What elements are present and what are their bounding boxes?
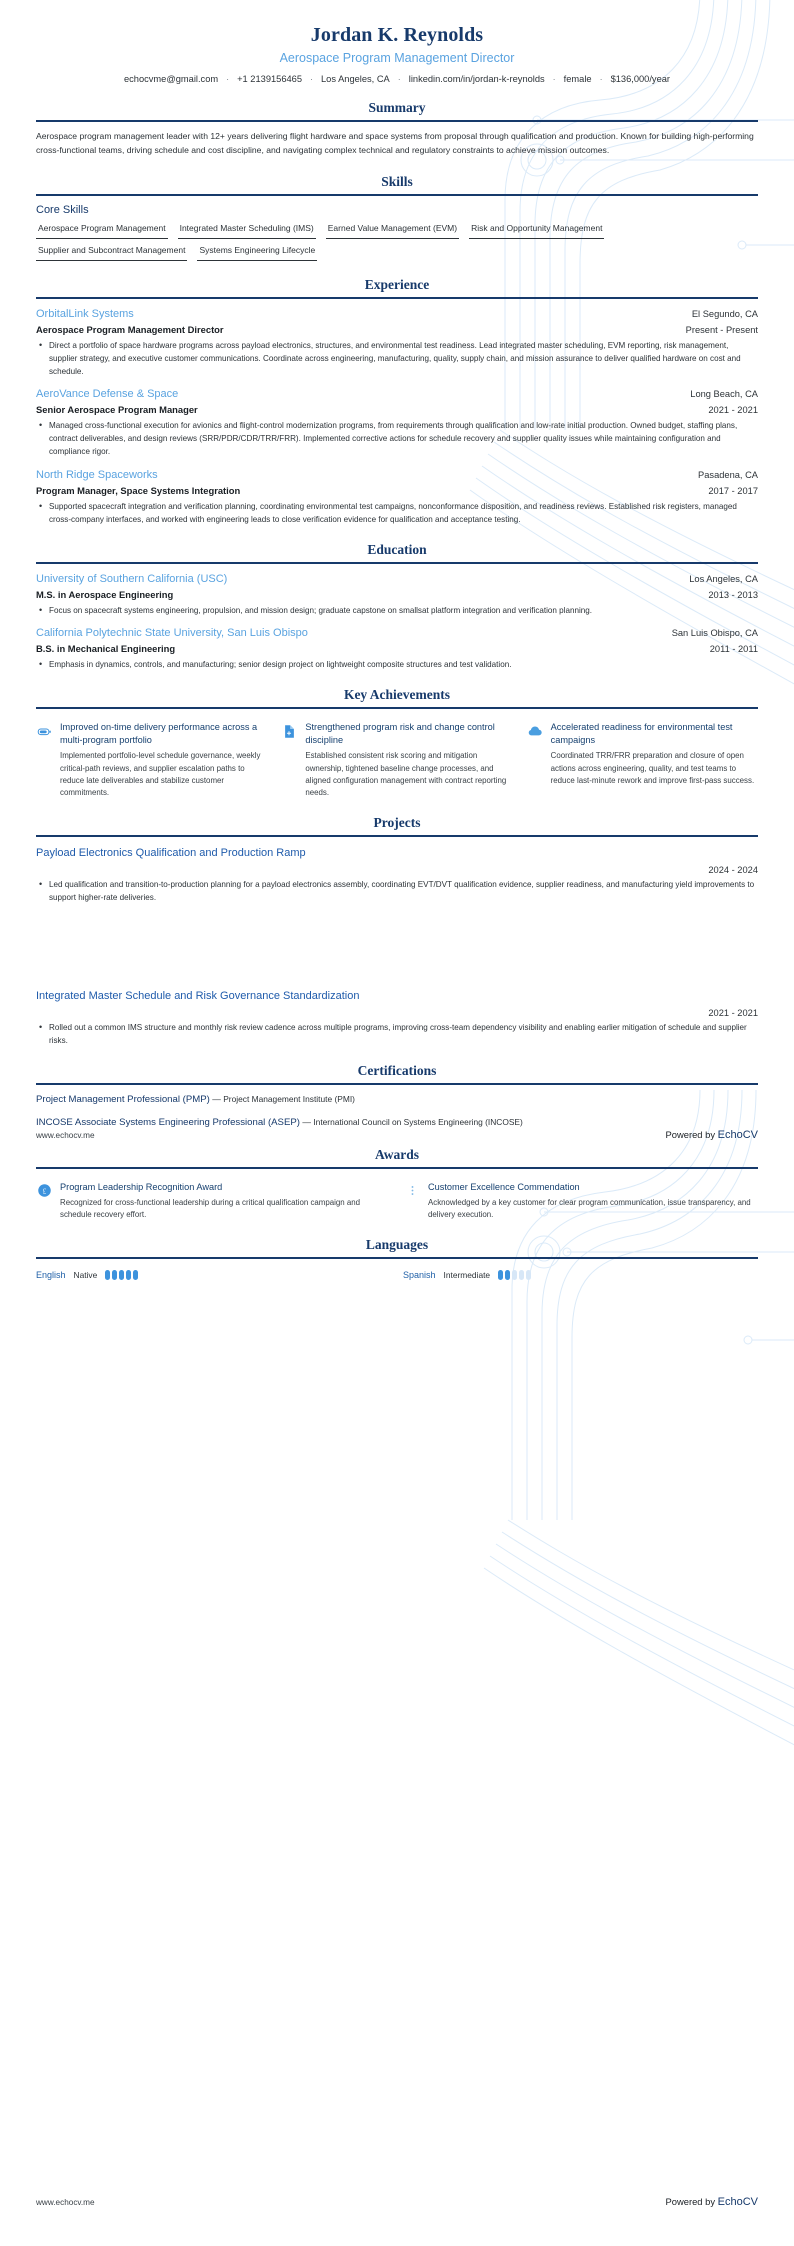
education-degree: B.S. in Mechanical Engineering: [36, 642, 176, 654]
language-level: Native: [73, 1270, 98, 1281]
experience-bullets: [36, 419, 758, 458]
education-location: San Luis Obispo, CA: [671, 628, 758, 639]
bullet-item: • Direct a portfolio of space hardware programs across payload electronics, structures, and environmental test readiness. Lead integrated master scheduling, EVM reporting, risk management, supplier strategy, and executive customer communications. Coordinate across engineering, manufacturing, quality, supply chain, and mission assurance to deliver qualified hardware on cost and schedule.: [36, 339, 758, 378]
award-description: Acknowledged by a key customer for clear program communication, issue transparency, and delivery execution.: [428, 1197, 751, 1219]
achievement-description: Implemented portfolio-level schedule governance, weekly critical-path reviews, and supplier escalation paths to reduce late deliverables and stabilize customer commitments.: [60, 751, 261, 798]
bullet-item: • Led qualification and transition-to-production planning for a payload electronics assembly, coordinating EVT/DVT qualification evidence, supplier readiness, and manufacturing yield improvements to support higher-rate deliveries.: [36, 878, 758, 904]
footer-url[interactable]: www.echocv.me: [36, 2198, 95, 2207]
contact-salary: $136,000/year: [610, 74, 671, 84]
page-footer-1: [0, 1129, 794, 1141]
education-entry-header: [36, 626, 758, 642]
achievement-description: Established consistent risk scoring and mitigation ownership, tightened baseline change processes, and aligned configuration management with contract reporting needs.: [305, 751, 507, 798]
experience-entry: [36, 468, 758, 526]
certification-item: [36, 1093, 758, 1107]
experience-role: Program Manager, Space Systems Integration: [36, 484, 241, 496]
section-divider: [36, 562, 758, 564]
summary-text: Aerospace program management leader with 12+ years delivering flight hardware and space systems from proposal through qualification and production. Known for building high-performing cross-functional teams, driving schedule and cost discipline, and navigating complex technical and regulatory constraints to achieve mission outcomes.: [36, 131, 754, 155]
contact-gender: female: [563, 74, 592, 84]
education-school: University of Southern California (USC): [36, 572, 228, 585]
proficiency-dot: [512, 1270, 517, 1280]
skills-group-title: Core Skills: [36, 203, 89, 216]
award-title: Program Leadership Recognition Award: [60, 1181, 223, 1192]
achievement-card: [527, 721, 758, 799]
contact-location: Los Angeles, CA: [321, 74, 390, 84]
achievement-body: [551, 721, 758, 787]
proficiency-dot: [133, 1270, 138, 1280]
skill-row: [36, 245, 758, 261]
section-projects: [36, 815, 758, 1046]
language-item: [403, 1270, 758, 1280]
experience-company: AeroVance Defense & Space: [36, 388, 179, 401]
bullet-item: • Managed cross-functional execution for avionics and flight-control modernization programs, from requirements through qualification and low-rate initial production. Owned budget, staffing plans, contract deliverables, and design reviews (SRR/PDR/CDR/TRR/FRR). Implemented corrective actions for schedule recovery and supplier quality issues while maintaining configuration and compliance rigor.: [36, 419, 758, 458]
experience-entry-subheader: [36, 403, 758, 417]
skill-chip: Earned Value Management (EVM): [326, 223, 459, 239]
skill-chip: Risk and Opportunity Management: [469, 223, 604, 239]
education-school: California Polytechnic State University, San Luis Obispo: [36, 627, 308, 640]
svg-text:£: £: [42, 1188, 46, 1196]
section-experience: [36, 277, 758, 526]
skill-row: [36, 223, 758, 239]
achievement-title: Strengthened program risk and change control discipline: [305, 722, 495, 746]
skill-chip: Supplier and Subcontract Management: [36, 245, 187, 261]
section-divider: [36, 120, 758, 122]
section-skills: [36, 174, 758, 261]
contact-separator: ·: [599, 73, 603, 84]
candidate-job-title: Aerospace Program Management Director: [279, 51, 515, 65]
education-location: Los Angeles, CA: [689, 573, 758, 584]
project-title: Integrated Master Schedule and Risk Governance Standardization: [36, 990, 360, 1003]
experience-location: El Segundo, CA: [691, 308, 758, 319]
section-title-projects: Projects: [373, 815, 421, 831]
experience-dates: Present - Present: [685, 324, 758, 335]
achievement-description: Coordinated TRR/FRR preparation and closure of open actions across engineering, quality, and test teams to reduce last-minute rework and improve first-pass success.: [550, 751, 755, 785]
education-bullets: [36, 604, 758, 617]
experience-entry: [36, 307, 758, 378]
project-dates: 2024 - 2024: [708, 864, 758, 875]
contact-phone[interactable]: +1 2139156465: [237, 74, 303, 84]
achievement-title: Accelerated readiness for environmental test campaigns: [550, 722, 733, 746]
section-title-education: Education: [367, 541, 427, 557]
experience-location: Long Beach, CA: [690, 389, 758, 400]
achievement-card: [36, 721, 267, 799]
experience-entry-subheader: [36, 323, 758, 337]
awards-grid: [36, 1177, 758, 1222]
skill-chip: Systems Engineering Lifecycle: [197, 245, 317, 261]
section-languages: [36, 1237, 758, 1280]
section-title-awards: Awards: [374, 1146, 419, 1162]
experience-location: Pasadena, CA: [698, 469, 758, 480]
languages-grid: [36, 1267, 758, 1280]
education-entry: [36, 572, 758, 617]
skill-chip: Integrated Master Scheduling (IMS): [178, 223, 316, 239]
project-bullets: [36, 1021, 758, 1047]
proficiency-dot: [126, 1270, 131, 1280]
section-awards: [36, 1147, 758, 1222]
experience-role: Senior Aerospace Program Manager: [36, 404, 198, 416]
education-dates: 2013 - 2013: [708, 589, 758, 600]
proficiency-dot: [519, 1270, 524, 1280]
achievement-card: [281, 721, 512, 799]
bullet-item: • Supported spacecraft integration and verification planning, coordinating environmental test campaigns, nonconformance disposition, and readiness reviews. Established risk registers, managed cross-company interfaces, and worked with engineering leads to close verification evidence for qualification and acceptance testing.: [36, 500, 758, 526]
experience-entry-subheader: [36, 484, 758, 498]
certification-dash: —: [302, 1117, 311, 1128]
section-title-certifications: Certifications: [357, 1062, 437, 1078]
footer-url[interactable]: www.echocv.me: [36, 1131, 95, 1140]
bullet-item: • Focus on spacecraft systems engineering, propulsion, and mission design; graduate capstone on smallsat platform integration and verification planning.: [36, 604, 758, 617]
education-dates: 2011 - 2011: [709, 643, 758, 654]
proficiency-dot: [119, 1270, 124, 1280]
section-summary: [36, 100, 758, 158]
experience-dates: 2021 - 2021: [708, 405, 758, 416]
language-level: Intermediate: [443, 1270, 491, 1281]
section-title-languages: Languages: [365, 1237, 429, 1253]
experience-company: North Ridge Spaceworks: [36, 468, 158, 481]
achievement-body: [305, 721, 512, 799]
currency-circle-icon: [36, 1183, 52, 1199]
education-entry-subheader: [36, 588, 758, 602]
award-card: [36, 1181, 390, 1222]
section-education: [36, 542, 758, 671]
achievement-title: Improved on-time delivery performance across a multi-program portfolio: [60, 722, 258, 746]
experience-entry-header: [36, 387, 758, 403]
section-divider: [36, 835, 758, 837]
award-card: [404, 1181, 758, 1222]
section-divider: [36, 1257, 758, 1259]
contact-linkedin[interactable]: linkedin.com/in/jordan-k-reynolds: [408, 74, 545, 84]
contact-separator: ·: [310, 73, 314, 84]
section-divider: [36, 194, 758, 196]
section-key-achievements: [36, 687, 758, 799]
section-title-skills: Skills: [381, 173, 413, 189]
proficiency-dot: [498, 1270, 503, 1280]
bullet-item: • Emphasis in dynamics, controls, and manufacturing; senior design project on lightweight composite structures and test validation.: [36, 658, 758, 671]
language-proficiency-dots: [498, 1270, 531, 1280]
project-entry: [36, 845, 758, 904]
award-description: Recognized for cross-functional leadership during a critical qualification campaign and schedule recovery effort.: [60, 1197, 361, 1219]
proficiency-dot: [105, 1270, 110, 1280]
experience-dates: 2017 - 2017: [708, 485, 758, 496]
experience-bullets: [36, 339, 758, 378]
dots-vertical-icon: [404, 1183, 420, 1199]
file-plus-icon: [281, 723, 297, 739]
experience-company: OrbitalLink Systems: [36, 307, 134, 320]
key-achievements-grid: [36, 717, 758, 799]
section-certifications: [36, 1063, 758, 1131]
experience-entry: [36, 387, 758, 458]
contact-separator: ·: [397, 73, 401, 84]
contact-separator: ·: [552, 73, 556, 84]
education-entry-subheader: [36, 642, 758, 656]
award-body: [60, 1181, 390, 1222]
certification-name: Project Management Professional (PMP): [36, 1093, 210, 1105]
footer-brand: [666, 1129, 758, 1141]
cloud-icon: [527, 723, 543, 739]
page-break-spacer: [36, 914, 758, 988]
experience-bullets: [36, 500, 758, 526]
section-divider: [36, 707, 758, 709]
proficiency-dot: [505, 1270, 510, 1280]
footer-powered-by-label: Powered by: [665, 1129, 716, 1140]
section-title-experience: Experience: [364, 276, 430, 292]
page-footer-2: [0, 2196, 794, 2208]
proficiency-dot: [112, 1270, 117, 1280]
language-proficiency-dots: [105, 1270, 138, 1280]
footer-brand-name: EchoCV: [717, 1129, 758, 1141]
section-title-key-achievements: Key Achievements: [343, 687, 451, 703]
language-name: English: [36, 1270, 66, 1281]
language-name: Spanish: [403, 1270, 436, 1281]
contact-separator: ·: [226, 73, 230, 84]
certification-issuer: International Council on Systems Engineering (INCOSE): [313, 1117, 523, 1128]
section-divider: [36, 1167, 758, 1169]
footer-powered-by-label: Powered by: [665, 2196, 716, 2207]
education-degree: M.S. in Aerospace Engineering: [36, 588, 174, 600]
contact-line: [36, 74, 758, 84]
candidate-name: Jordan K. Reynolds: [310, 24, 484, 46]
certification-dash: —: [212, 1093, 221, 1104]
certification-issuer: Project Management Institute (PMI): [223, 1093, 355, 1104]
resume-header: [36, 0, 758, 84]
experience-entry-header: [36, 468, 758, 484]
battery-icon: [36, 723, 52, 739]
skill-rows: [36, 223, 758, 261]
project-title: Payload Electronics Qualification and Production Ramp: [36, 847, 306, 860]
experience-entry-header: [36, 307, 758, 323]
project-entry: [36, 988, 758, 1047]
education-entry-header: [36, 572, 758, 588]
section-divider: [36, 297, 758, 299]
contact-email[interactable]: echocvme@gmail.com: [123, 74, 219, 84]
education-bullets: [36, 658, 758, 671]
project-bullets: [36, 878, 758, 904]
skill-chip: Aerospace Program Management: [36, 223, 168, 239]
footer-brand: [666, 2196, 758, 2208]
project-dates: 2021 - 2021: [708, 1007, 758, 1018]
section-title-summary: Summary: [368, 100, 426, 115]
proficiency-dot: [526, 1270, 531, 1280]
language-item: [36, 1270, 391, 1280]
section-divider: [36, 1083, 758, 1085]
award-body: [428, 1181, 758, 1222]
award-title: Customer Excellence Commendation: [428, 1181, 580, 1192]
achievement-body: [60, 721, 267, 799]
experience-role: Aerospace Program Management Director: [36, 323, 224, 335]
certification-name: INCOSE Associate Systems Engineering Professional (ASEP): [36, 1117, 300, 1129]
education-entry: [36, 626, 758, 671]
footer-brand-name: EchoCV: [717, 2196, 758, 2208]
bullet-item: • Rolled out a common IMS structure and monthly risk review cadence across multiple programs, improving cross-team dependency visibility and enabling earlier mitigation of schedule and supplier risks.: [36, 1021, 758, 1047]
